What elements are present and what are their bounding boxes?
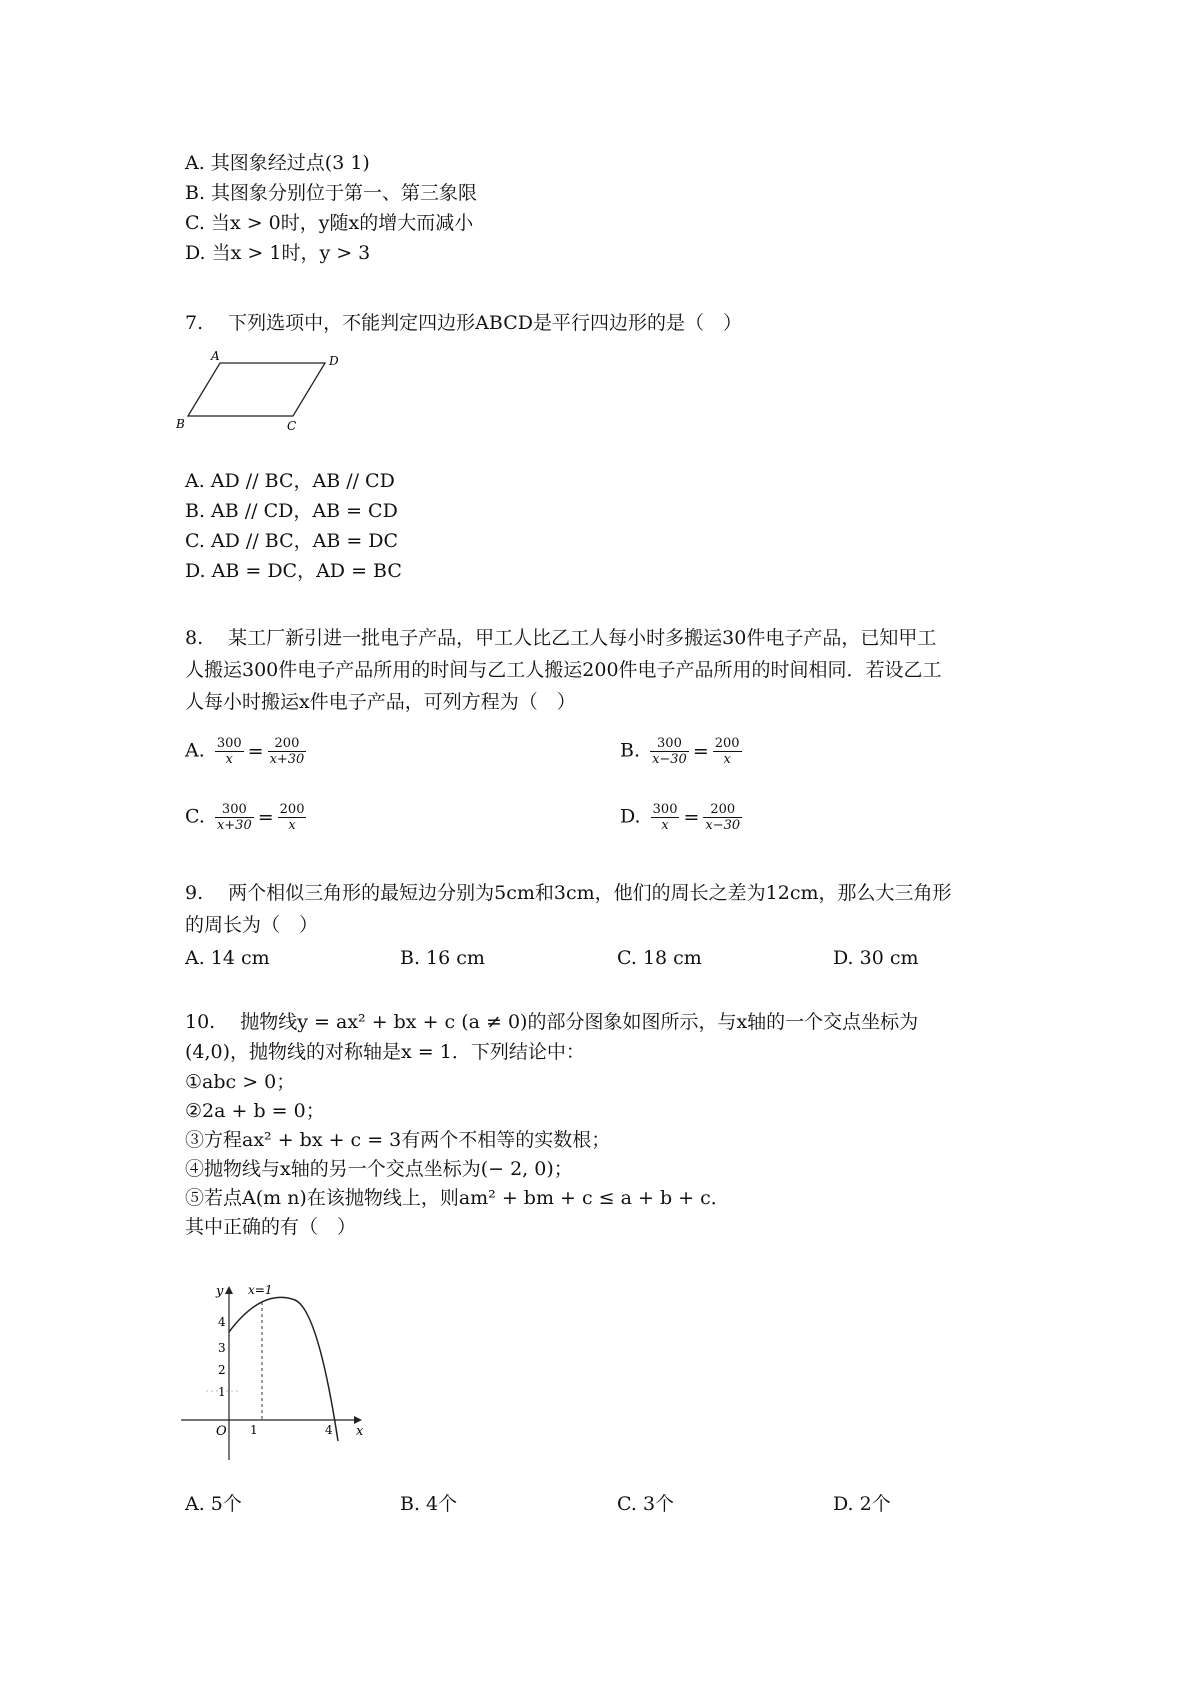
fraction-left: [215, 802, 254, 833]
numerator: 200: [714, 736, 740, 751]
denominator: x−30: [705, 818, 741, 833]
equals-sign: =: [247, 740, 264, 763]
q8-stem-line2: 人搬运300件电子产品所用的时间与乙工人搬运200件电子产品所用的时间相同．若设乙工: [185, 659, 942, 681]
q8-option-a: [185, 736, 310, 767]
y-axis-label: y: [216, 1284, 224, 1299]
equals-sign: =: [692, 740, 709, 763]
q10-item-3: ③方程ax² + bx + c = 3有两个不相等的实数根；: [185, 1129, 611, 1151]
y-axis-arrow: [225, 1286, 233, 1294]
q10-option-b: B. 4个: [400, 1493, 458, 1515]
q10-closing: 其中正确的有（ ）: [185, 1216, 357, 1238]
vertex-label-b: B: [176, 417, 185, 431]
y-tick-1: 1: [218, 1385, 226, 1399]
x-axis-arrow: [354, 1416, 362, 1424]
option-label: C.: [185, 805, 205, 828]
origin-label: O: [216, 1424, 227, 1439]
q6-option-a: A. 其图象经过点(3 1): [185, 152, 370, 174]
q8-option-b: [620, 736, 746, 767]
q10-item-4: ④抛物线与x轴的另一个交点坐标为(− 2, 0)；: [185, 1158, 573, 1180]
fraction-right: [703, 802, 742, 833]
q9-stem-line2: 的周长为（ ）: [185, 914, 319, 936]
option-label: A.: [185, 739, 205, 762]
fraction-left: [215, 736, 244, 767]
fraction-left: [651, 802, 680, 833]
fraction-right: [713, 736, 742, 767]
numerator: 300: [215, 802, 254, 818]
q8-stem-line3: 人每小时搬运x件电子产品，可列方程为（ ）: [185, 691, 576, 713]
denominator: x+30: [269, 752, 305, 767]
numerator: 300: [216, 736, 242, 751]
numerator: 300: [650, 736, 689, 752]
y-tick-2: 2: [218, 1363, 226, 1377]
q7-option-d: D. AB = DC，AD = BC: [185, 560, 402, 582]
numerator: 200: [703, 802, 742, 818]
q8-option-d: [620, 802, 746, 833]
equals-sign: =: [683, 806, 700, 829]
q9-option-b: B. 16 cm: [400, 947, 485, 969]
q6-option-d: D. 当x > 1时，y > 3: [185, 242, 371, 264]
q7-option-a: A. AD // BC，AB // CD: [185, 470, 395, 492]
parabola-graph: [178, 1280, 378, 1480]
parallelogram-shape: [188, 363, 325, 416]
q8-stem-line1: 8. 某工厂新引进一批电子产品，甲工人比乙工人每小时多搬运30件电子产品，已知甲工: [185, 627, 937, 649]
y-tick-4: 4: [218, 1315, 226, 1329]
q10-item-5: ⑤若点A(m n)在该抛物线上，则am² + bm + c ≤ a + b + c．: [185, 1187, 730, 1209]
vertex-label-c: C: [287, 419, 297, 433]
q9-option-d: D. 30 cm: [833, 947, 919, 969]
option-label: D.: [620, 805, 641, 828]
fraction-right: [278, 802, 307, 833]
fraction-right: [268, 736, 307, 767]
q10-option-d: D. 2个: [833, 1493, 891, 1515]
q10-option-c: C. 3个: [617, 1493, 675, 1515]
denominator: x: [225, 752, 233, 767]
q6-option-c: C. 当x > 0时，y随x的增大而减小: [185, 212, 474, 234]
q8-option-c: [185, 802, 310, 833]
equals-sign: =: [257, 806, 274, 829]
parallelogram-figure: [175, 348, 375, 433]
denominator: x: [288, 818, 296, 833]
denominator: x+30: [216, 818, 252, 833]
symmetry-label: x=1: [248, 1283, 273, 1297]
denominator: x−30: [652, 752, 687, 767]
q10-option-a: A. 5个: [185, 1493, 242, 1515]
q10-item-2: ②2a + b = 0；: [185, 1100, 325, 1122]
denominator: x: [723, 752, 731, 767]
vertex-label-a: A: [211, 349, 220, 363]
x-tick-4: 4: [325, 1423, 333, 1437]
option-label: B.: [620, 739, 641, 762]
q6-option-b: B. 其图象分别位于第一、第三象限: [185, 182, 478, 204]
q7-option-b: B. AB // CD，AB = CD: [185, 500, 398, 522]
q9-option-a: A. 14 cm: [185, 947, 270, 969]
q10-stem-line1: 10. 抛物线y = ax² + bx + c (a ≠ 0)的部分图象如图所示，与x轴的一个交点坐标为: [185, 1011, 919, 1033]
q10-stem-line2: (4,0)，抛物线的对称轴是x = 1．下列结论中：: [185, 1041, 585, 1063]
q7-option-c: C. AD // BC，AB = DC: [185, 530, 399, 552]
numerator: 200: [268, 736, 307, 752]
q10-item-1: ①abc > 0；: [185, 1071, 296, 1093]
fraction-left: [650, 736, 689, 767]
numerator: 200: [279, 802, 305, 817]
x-axis-label: x: [356, 1424, 364, 1439]
q9-option-c: C. 18 cm: [617, 947, 702, 969]
denominator: x: [661, 818, 669, 833]
x-tick-1: 1: [250, 1423, 258, 1437]
vertex-label-d: D: [329, 354, 339, 368]
q7-stem: 7. 下列选项中，不能判定四边形ABCD是平行四边形的是（ ）: [185, 312, 742, 334]
q9-stem-line1: 9. 两个相似三角形的最短边分别为5cm和3cm，他们的周长之差为12cm，那么大三角形: [185, 882, 952, 904]
y-tick-3: 3: [218, 1341, 226, 1355]
numerator: 300: [652, 802, 678, 817]
